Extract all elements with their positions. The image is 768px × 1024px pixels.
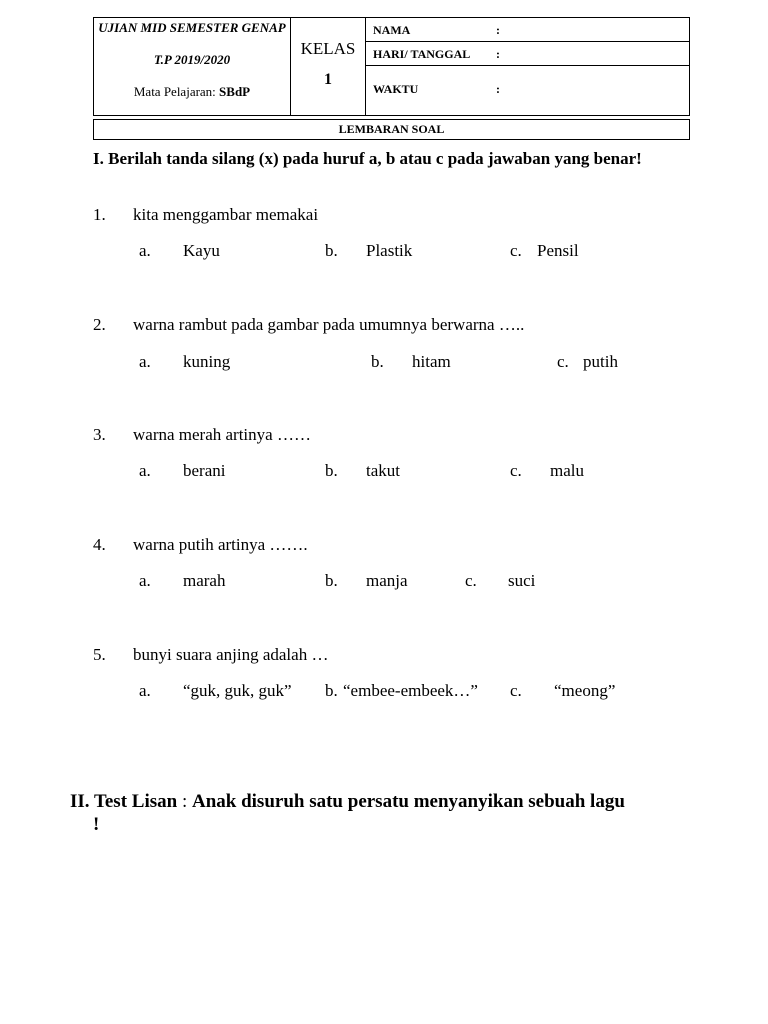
field-hari-tanggal-colon: : (496, 47, 500, 61)
section2-heading: II. Test Lisan (70, 791, 178, 812)
q5-option-c-letter[interactable]: c. (510, 681, 522, 700)
subject-label: Mata Pelajaran: (133, 84, 216, 99)
q3-option-a-letter[interactable]: a. (139, 461, 151, 480)
q5-option-b-text[interactable]: “embee-embeek…” (343, 681, 478, 700)
section2-separator: : (181, 791, 188, 812)
q2-option-b-letter[interactable]: b. (371, 352, 384, 371)
q3-option-a-text[interactable]: berani (183, 461, 226, 480)
question-3-text: warna merah artinya …… (133, 425, 311, 444)
q1-option-b-text[interactable]: Plastik (366, 241, 413, 260)
field-waktu-label: WAKTU (373, 82, 419, 96)
subject-value: SBdP (219, 84, 251, 99)
q4-option-a-text[interactable]: marah (183, 571, 226, 590)
section1-instruction: I. Berilah tanda silang (x) pada huruf a, b atau c pada jawaban yang benar! (93, 149, 642, 168)
q1-option-b-letter[interactable]: b. (325, 241, 338, 260)
q4-option-c-letter[interactable]: c. (465, 571, 477, 590)
sheet-label: LEMBARAN SOAL (93, 119, 690, 140)
q2-option-c-letter[interactable]: c. (557, 352, 569, 371)
question-3-number: 3. (93, 425, 106, 444)
q4-option-b-letter[interactable]: b. (325, 571, 338, 590)
exam-info-cell (93, 17, 291, 116)
field-waktu[interactable] (365, 65, 690, 116)
field-hari-tanggal[interactable] (365, 41, 690, 66)
q5-option-a-text[interactable]: “guk, guk, guk” (183, 681, 292, 700)
question-5-text: bunyi suara anjing adalah … (133, 645, 329, 664)
q5-option-b-letter[interactable]: b. (325, 681, 338, 700)
kelas-value: 1 (324, 71, 332, 88)
question-4-text: warna putih artinya ……. (133, 535, 308, 554)
q5-option-c-text[interactable]: “meong” (554, 681, 616, 700)
question-4-number: 4. (93, 535, 106, 554)
question-1-text: kita menggambar memakai (133, 205, 319, 224)
q3-option-c-letter[interactable]: c. (510, 461, 522, 480)
field-nama[interactable] (365, 17, 690, 42)
q2-option-a-text[interactable]: kuning (183, 352, 231, 371)
exam-title: UJIAN MID SEMESTER GENAP (98, 20, 286, 35)
q5-option-a-letter[interactable]: a. (139, 681, 151, 700)
question-2-number: 2. (93, 315, 106, 334)
exam-header (93, 17, 690, 116)
q1-option-c-letter[interactable]: c. (510, 241, 522, 260)
section2-text: Anak disuruh satu persatu menyanyikan sebuah lagu (191, 791, 625, 812)
section2-end-mark: ! (93, 814, 100, 835)
q2-option-b-text[interactable]: hitam (412, 352, 451, 371)
field-nama-label: NAMA (373, 23, 411, 37)
q2-option-c-text[interactable]: putih (583, 352, 618, 371)
kelas-cell (290, 17, 366, 116)
q4-option-b-text[interactable]: manja (366, 571, 408, 590)
q2-option-a-letter[interactable]: a. (139, 352, 151, 371)
q3-option-c-text[interactable]: malu (550, 461, 584, 480)
q1-option-a-letter[interactable]: a. (139, 241, 151, 260)
question-5-number: 5. (93, 645, 106, 664)
q1-option-a-text[interactable]: Kayu (183, 241, 220, 260)
section2 (70, 790, 710, 835)
q4-option-a-letter[interactable]: a. (139, 571, 151, 590)
q1-option-c-text[interactable]: Pensil (537, 241, 579, 260)
question-2-text: warna rambut pada gambar pada umumnya berwarna ….. (133, 315, 525, 334)
school-year: T.P 2019/2020 (153, 52, 231, 67)
kelas-label: KELAS (300, 39, 356, 58)
field-waktu-colon: : (496, 82, 500, 96)
field-nama-colon: : (496, 23, 500, 37)
q3-option-b-letter[interactable]: b. (325, 461, 338, 480)
q3-option-b-text[interactable]: takut (366, 461, 400, 480)
field-hari-tanggal-label: HARI/ TANGGAL (373, 47, 471, 61)
q4-option-c-text[interactable]: suci (508, 571, 536, 590)
question-1-number: 1. (93, 205, 106, 224)
subject-line (94, 84, 290, 100)
